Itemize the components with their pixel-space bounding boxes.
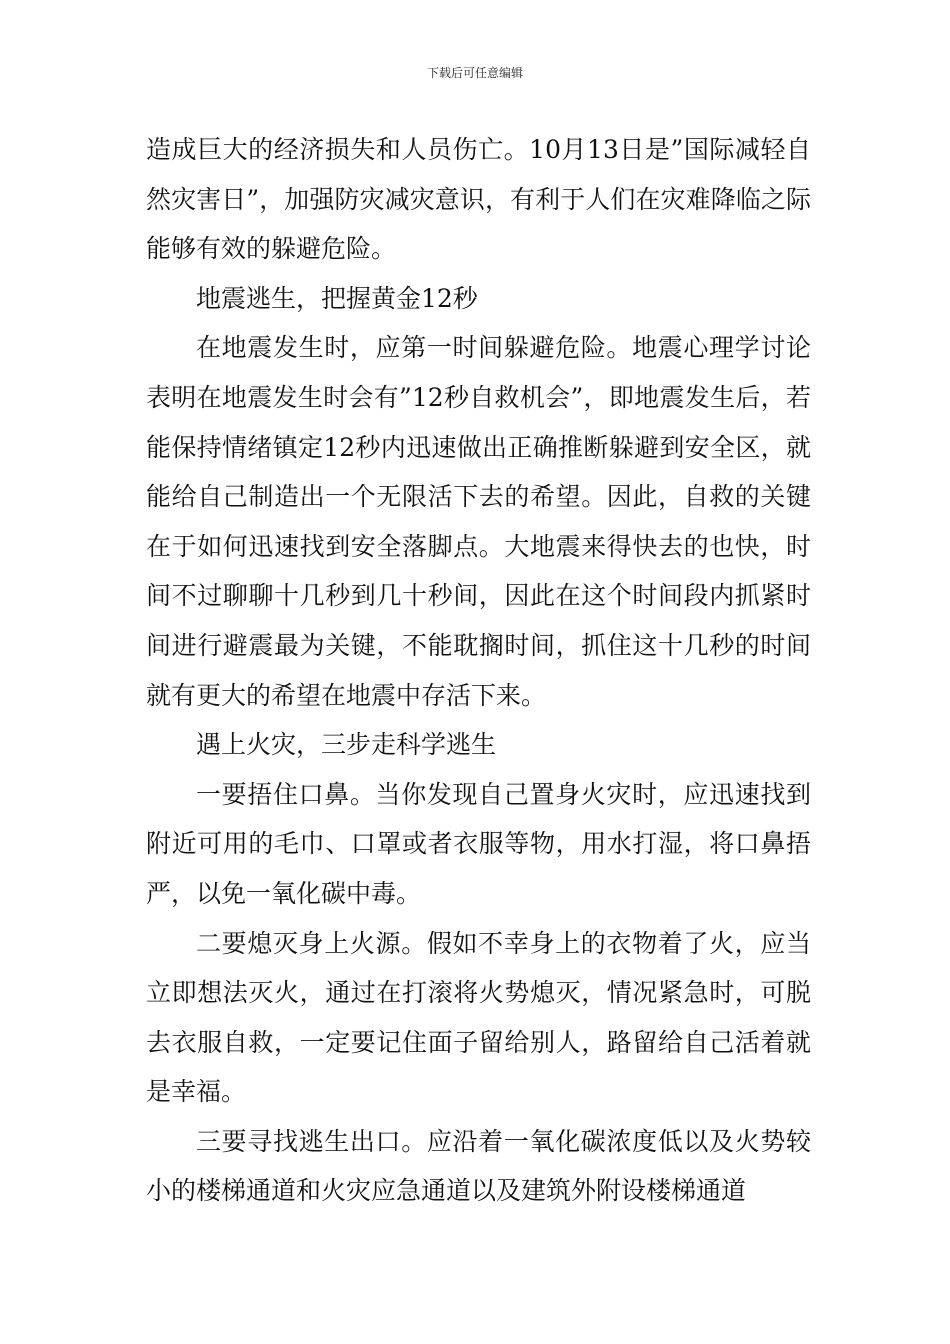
paragraph-fire-step-3: 三要寻找逃生出口。应沿着一氧化碳浓度低以及火势较小的楼梯通道和火灾应急通道以及建筑外附设楼梯通道 — [146, 1126, 811, 1206]
heading-fire: 遇上火灾，三步走科学逃生 — [196, 730, 497, 760]
page-header: 下载后可任意编辑 — [426, 66, 523, 80]
paragraph-continuation: 造成巨大的经济损失和人员伤亡。10月13日是”国际减轻自然灾害日”，加强防灾减灾意识，有利于人们在灾难降临之际能够有效的躲避危险。 — [146, 135, 811, 264]
paragraph-fire-step-2: 二要熄灭身上火源。假如不幸身上的衣物着了火，应当立即想法灭火，通过在打滚将火势熄灭，情况紧急时，可脱去衣服自救，一定要记住面子留给别人，路留给自己活着就是幸福。 — [146, 928, 811, 1107]
paragraph-earthquake: 在地震发生时，应第一时间躲避危险。地震心理学讨论表明在地震发生时会有”12秒自救机会”，即地震发生后，若能保持情绪镇定12秒内迅速做出正确推断躲避到安全区，就能给自己制造出一个无限活下去的希望。因此，自救的关键在于如何迅速找到安全落脚点。大地震来得快去的也快，时间不过聊聊十几秒到几十秒间，因此在这个时间段内抓紧时间进行避震最为关键，不能耽搁时间，抓住这十几秒的时间就有更大的希望在地震中存活下来。 — [146, 333, 811, 710]
paragraph-fire-step-1: 一要捂住口鼻。当你发现自己置身火灾时，应迅速找到附近可用的毛巾、口罩或者衣服等物，用水打湿，将口鼻捂严，以免一氧化碳中毒。 — [146, 779, 811, 908]
heading-earthquake: 地震逃生，把握黄金12秒 — [196, 283, 478, 313]
document-body — [146, 125, 811, 1216]
